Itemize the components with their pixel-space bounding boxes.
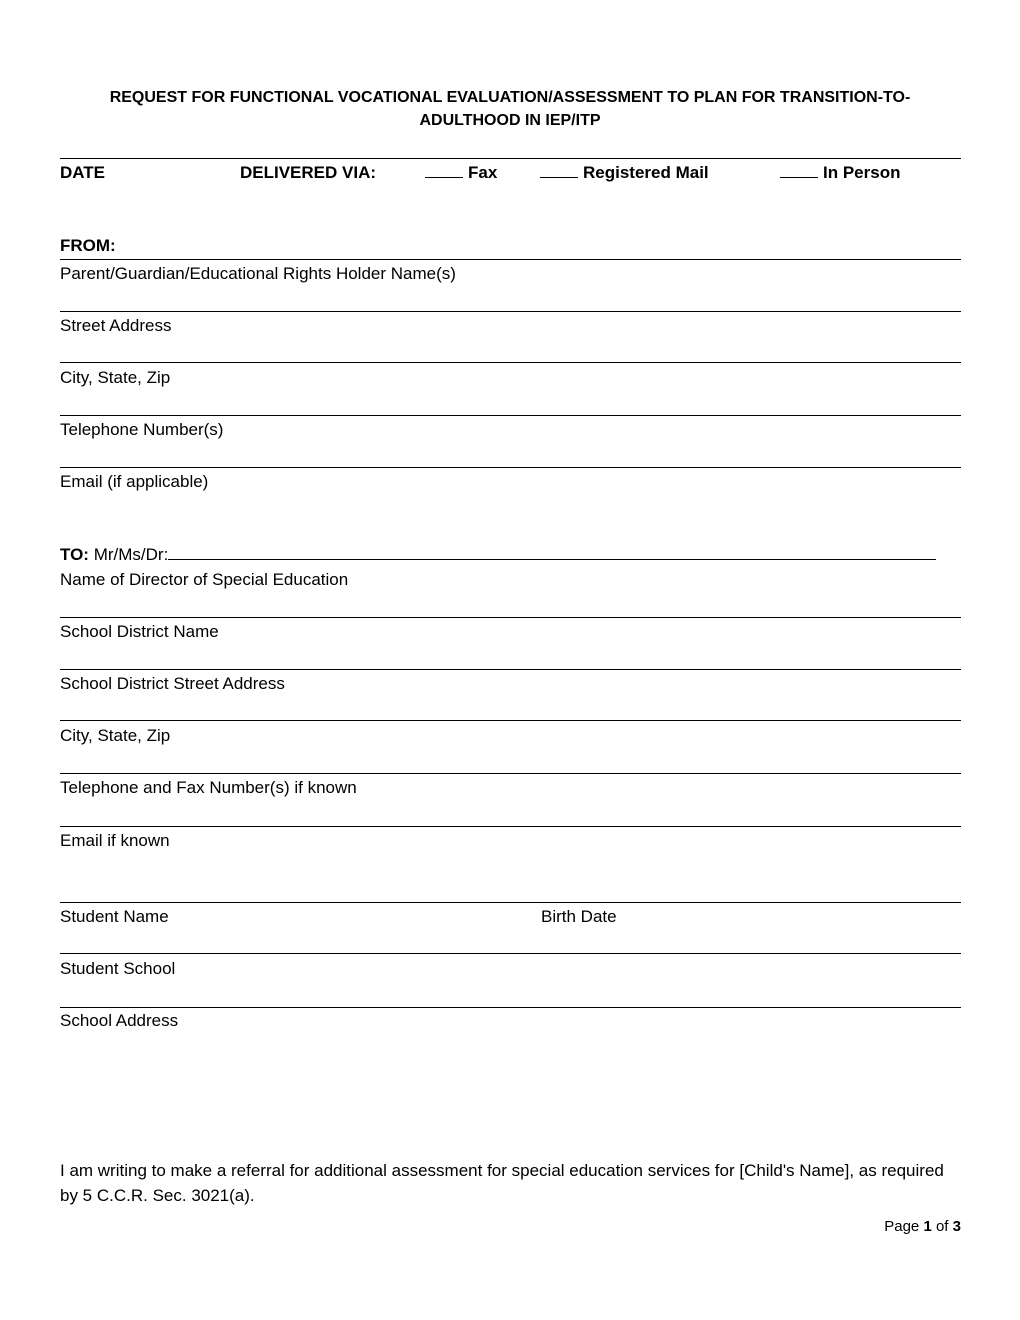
to-district-line[interactable] <box>60 617 961 618</box>
to-city-line[interactable] <box>60 720 961 721</box>
registered-mail-blank[interactable] <box>540 163 578 178</box>
to-phone-line[interactable] <box>60 773 961 774</box>
to-name-blank[interactable] <box>168 545 936 560</box>
title-line-1: REQUEST FOR FUNCTIONAL VOCATIONAL EVALUATION/ASSESSMENT TO PLAN FOR TRANSITION-TO- <box>109 89 911 106</box>
school-address-line[interactable] <box>60 1007 961 1008</box>
referral-paragraph: I am writing to make a referral for additional assessment for special education services for [Child's Name], as required by 5 C.C.R. Sec. 3021(a). <box>60 1161 944 1205</box>
to-heading: TO: <box>60 545 89 564</box>
delivery-option-registered-mail[interactable]: Registered Mail <box>540 163 709 183</box>
header-rule <box>60 158 961 159</box>
student-school-line[interactable] <box>60 953 961 954</box>
from-name-line[interactable] <box>60 259 961 260</box>
to-line-row <box>60 545 936 565</box>
to-district-label: School District Name <box>60 622 219 641</box>
title-line-2: ADULTHOOD IN IEP/ITP <box>419 112 601 129</box>
from-email-label: Email (if applicable) <box>60 472 209 491</box>
total-pages: 3 <box>952 1218 961 1235</box>
school-address-label: School Address <box>60 1011 179 1030</box>
to-director-label: Name of Director of Special Education <box>60 570 349 589</box>
to-city-label: City, State, Zip <box>60 726 171 745</box>
from-street-label: Street Address <box>60 316 172 335</box>
page-number: Page 1 of 3 <box>884 1218 961 1235</box>
from-street-line[interactable] <box>60 311 961 312</box>
to-street-label: School District Street Address <box>60 674 285 693</box>
delivery-option-in-person[interactable]: In Person <box>780 163 900 183</box>
delivery-option-fax[interactable]: Fax <box>425 163 497 183</box>
from-city-line[interactable] <box>60 362 961 363</box>
in-person-blank[interactable] <box>780 163 818 178</box>
fax-blank[interactable] <box>425 163 463 178</box>
birth-date-label: Birth Date <box>541 907 617 926</box>
from-email-line[interactable] <box>60 467 961 468</box>
document-title <box>60 86 960 132</box>
to-street-line[interactable] <box>60 669 961 670</box>
student-name-label: Student Name <box>60 907 169 926</box>
to-email-line[interactable] <box>60 826 961 827</box>
from-city-label: City, State, Zip <box>60 368 171 387</box>
student-school-label: Student School <box>60 959 176 978</box>
from-phone-line[interactable] <box>60 415 961 416</box>
current-page: 1 <box>923 1218 932 1235</box>
to-email-label: Email if known <box>60 831 170 850</box>
student-name-line[interactable] <box>60 902 961 903</box>
to-salutation: Mr/Ms/Dr: <box>93 545 169 564</box>
from-heading: FROM: <box>60 236 116 255</box>
delivered-via-label: DELIVERED VIA: <box>240 163 377 182</box>
from-name-label: Parent/Guardian/Educational Rights Holder Name(s) <box>60 264 456 283</box>
from-phone-label: Telephone Number(s) <box>60 420 224 439</box>
date-label: DATE <box>60 163 106 182</box>
to-phone-label: Telephone and Fax Number(s) if known <box>60 778 357 797</box>
